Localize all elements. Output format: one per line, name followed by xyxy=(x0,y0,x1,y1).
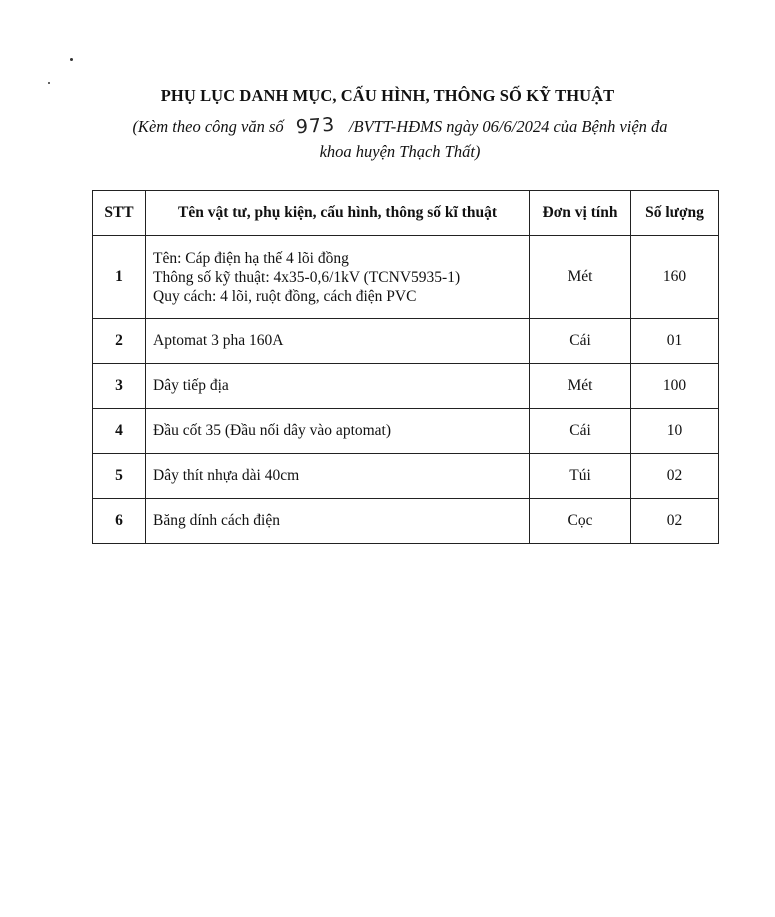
row-name xyxy=(146,236,530,319)
table-header-row xyxy=(93,191,719,236)
row-unit: Mét xyxy=(530,236,631,319)
table-row xyxy=(93,454,719,499)
row-stt: 3 xyxy=(93,364,146,409)
row-qty: 01 xyxy=(631,319,719,364)
row-stt: 2 xyxy=(93,319,146,364)
row-stt: 4 xyxy=(93,409,146,454)
row-stt: 1 xyxy=(93,236,146,319)
row-qty: 160 xyxy=(631,236,719,319)
row-name: Dây thít nhựa dài 40cm xyxy=(146,454,530,499)
page-title: PHỤ LỤC DANH MỤC, CẤU HÌNH, THÔNG SỐ KỸ THUẬT xyxy=(160,86,615,105)
subtitle-prefix: (Kèm theo công văn số xyxy=(132,117,284,136)
scan-speck xyxy=(48,82,50,84)
row-name: Dây tiếp địa xyxy=(146,364,530,409)
row-unit: Cái xyxy=(530,319,631,364)
subtitle-line2: khoa huyện Thạch Thất) xyxy=(319,142,481,161)
subtitle-suffix: /BVTT-HĐMS ngày 06/6/2024 của Bệnh viện đa xyxy=(348,117,668,136)
table-row xyxy=(93,499,719,544)
row-unit: Cọc xyxy=(530,499,631,544)
row-unit: Cái xyxy=(530,409,631,454)
table-row xyxy=(93,319,719,364)
subtitle xyxy=(100,114,700,164)
row-unit: Túi xyxy=(530,454,631,499)
col-header-unit: Đơn vị tính xyxy=(530,191,631,236)
row-qty: 02 xyxy=(631,499,719,544)
col-header-qty: Số lượng xyxy=(631,191,719,236)
row-name-line: Quy cách: 4 lõi, ruột đồng, cách điện PVC xyxy=(153,287,417,305)
scan-speck xyxy=(70,58,73,61)
table-row xyxy=(93,364,719,409)
handwritten-document-number: 973 xyxy=(294,113,336,139)
row-name: Aptomat 3 pha 160A xyxy=(146,319,530,364)
col-header-name: Tên vật tư, phụ kiện, cấu hình, thông số kĩ thuật xyxy=(146,191,530,236)
table-row xyxy=(93,236,719,319)
table-row xyxy=(93,409,719,454)
row-stt: 6 xyxy=(93,499,146,544)
row-name-line: Tên: Cáp điện hạ thế 4 lõi đồng xyxy=(153,249,349,267)
row-unit: Mét xyxy=(530,364,631,409)
row-qty: 10 xyxy=(631,409,719,454)
col-header-stt: STT xyxy=(93,191,146,236)
row-name: Băng dính cách điện xyxy=(146,499,530,544)
items-table xyxy=(92,190,719,544)
row-name: Đầu cốt 35 (Đầu nối dây vào aptomat) xyxy=(146,409,530,454)
row-qty: 02 xyxy=(631,454,719,499)
row-qty: 100 xyxy=(631,364,719,409)
row-stt: 5 xyxy=(93,454,146,499)
row-name-line: Thông số kỹ thuật: 4x35-0,6/1kV (TCNV5935-1) xyxy=(153,268,461,286)
